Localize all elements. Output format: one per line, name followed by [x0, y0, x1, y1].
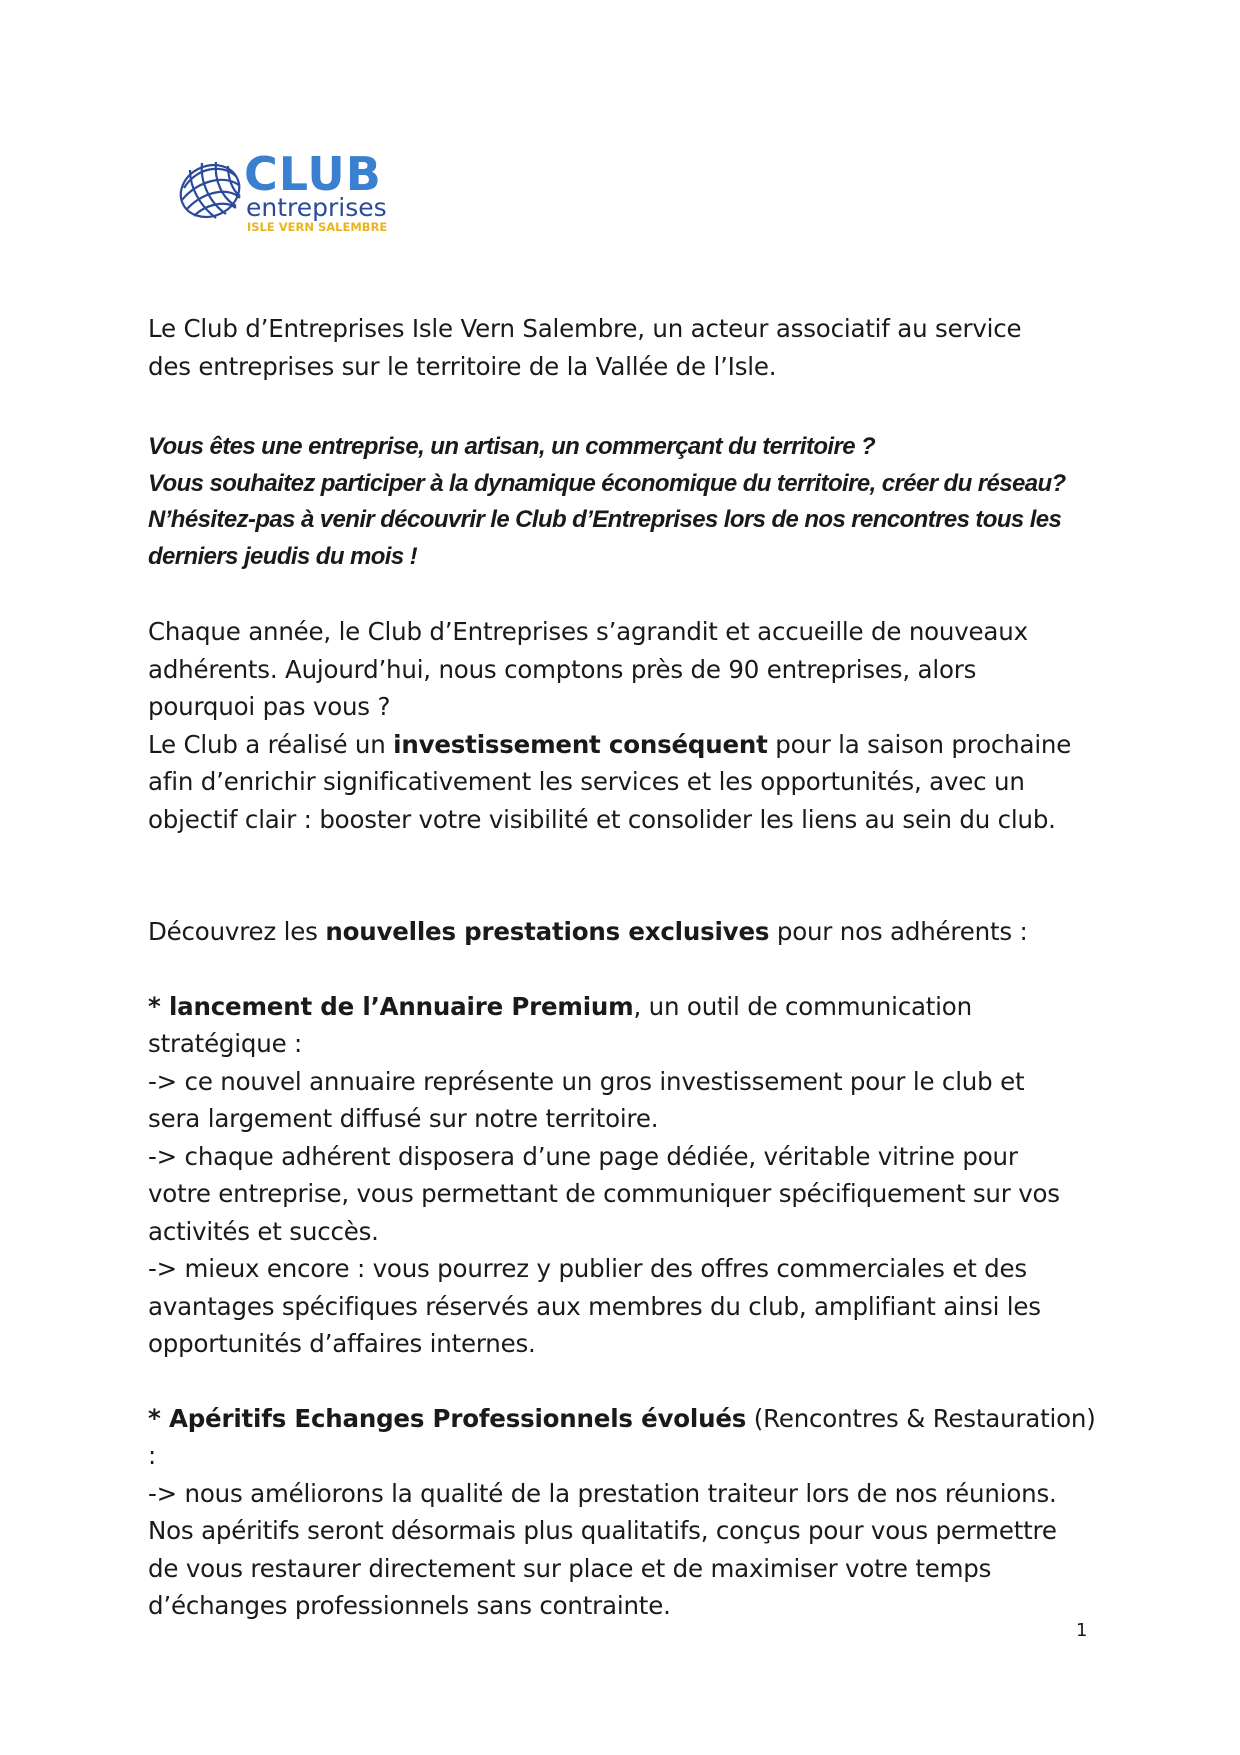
- globe-icon: [176, 156, 248, 227]
- aperitifs-emphasis: * Apéritifs Echanges Professionnels évolués: [148, 1403, 747, 1433]
- annuaire-line: -> mieux encore : vous pourrez y publier des offres commerciales et des: [148, 1254, 1027, 1283]
- invitation-line: N’hésitez-pas à venir découvrir le Club d’Entreprises lors de nos rencontres tous les: [148, 506, 1062, 533]
- aperitifs-line: -> nous améliorons la qualité de la prestation traiteur lors de nos réunions.: [148, 1478, 1057, 1508]
- annuaire-line: stratégique :: [148, 1029, 303, 1058]
- growth-text: pour la saison prochaine: [767, 729, 1072, 759]
- page-number: 1: [1076, 1620, 1088, 1641]
- aperitifs-line: Nos apéritifs seront désormais plus qualitatifs, conçus pour vous permettre: [148, 1516, 1057, 1545]
- growth-line: [148, 726, 1108, 764]
- annuaire-line: avantages spécifiques réservés aux membres du club, amplifiant ainsi les: [148, 1291, 1041, 1321]
- annuaire-line: activités et succès.: [148, 1216, 379, 1246]
- discover-line: [148, 913, 1108, 951]
- logo-word-location: ISLE VERN SALEMBRE: [247, 220, 388, 234]
- annuaire-line: -> ce nouvel annuaire représente un gros investissement pour le club et: [148, 1066, 1025, 1096]
- invitation-line: Vous êtes une entreprise, un artisan, un commerçant du territoire ?: [148, 433, 876, 460]
- aperitifs-line: d’échanges professionnels sans contrainte.: [148, 1591, 671, 1620]
- annuaire-text: , un outil de communication: [633, 991, 972, 1021]
- intro-line: Le Club d’Entreprises Isle Vern Salembre, un acteur associatif au service: [148, 314, 1022, 343]
- logo-word-entreprises: entreprises: [246, 193, 387, 222]
- aperitifs-text: (Rencontres & Restauration) :: [148, 1403, 1096, 1470]
- discover-text: pour nos adhérents :: [769, 917, 1028, 946]
- invitation-line: Vous souhaitez participer à la dynamique économique du territoire, créer du réseau?: [148, 469, 1066, 497]
- invitation-line: derniers jeudis du mois !: [148, 542, 418, 570]
- discover-text: Découvrez les: [148, 917, 326, 946]
- growth-line: Chaque année, le Club d’Entreprises s’agrandit et accueille de nouveaux: [148, 617, 1028, 646]
- growth-line: afin d’enrichir significativement les services et les opportunités, avec un: [148, 767, 1025, 796]
- annuaire-emphasis: * lancement de l’Annuaire Premium: [148, 991, 634, 1021]
- growth-line: adhérents. Aujourd’hui, nous comptons près de 90 entreprises, alors: [148, 654, 977, 684]
- annuaire-line: sera largement diffusé sur notre territoire.: [148, 1104, 659, 1133]
- club-entreprises-logo: [176, 148, 426, 248]
- discover-emphasis: nouvelles prestations exclusives: [325, 917, 770, 946]
- logo-word-club: CLUB: [244, 148, 382, 201]
- growth-emphasis: investissement conséquent: [393, 729, 768, 759]
- annuaire-title: [148, 988, 1108, 1026]
- intro-line: des entreprises sur le territoire de la Vallée de l’Isle.: [148, 351, 777, 381]
- document-body: [148, 310, 1108, 1625]
- growth-text: Le Club a réalisé un: [148, 729, 394, 759]
- invitation-block: [148, 429, 1108, 575]
- growth-line: objectif clair : booster votre visibilité et consolider les liens au sein du club.: [148, 804, 1056, 834]
- annuaire-line: opportunités d’affaires internes.: [148, 1329, 536, 1358]
- aperitifs-line: de vous restaurer directement sur place et de maximiser votre temps: [148, 1553, 992, 1583]
- growth-line: pourquoi pas vous ?: [148, 692, 391, 721]
- annuaire-line: votre entreprise, vous permettant de communiquer spécifiquement sur vos: [148, 1179, 1060, 1208]
- aperitifs-title: [148, 1400, 1108, 1475]
- annuaire-line: -> chaque adhérent disposera d’une page dédiée, véritable vitrine pour: [148, 1141, 1018, 1171]
